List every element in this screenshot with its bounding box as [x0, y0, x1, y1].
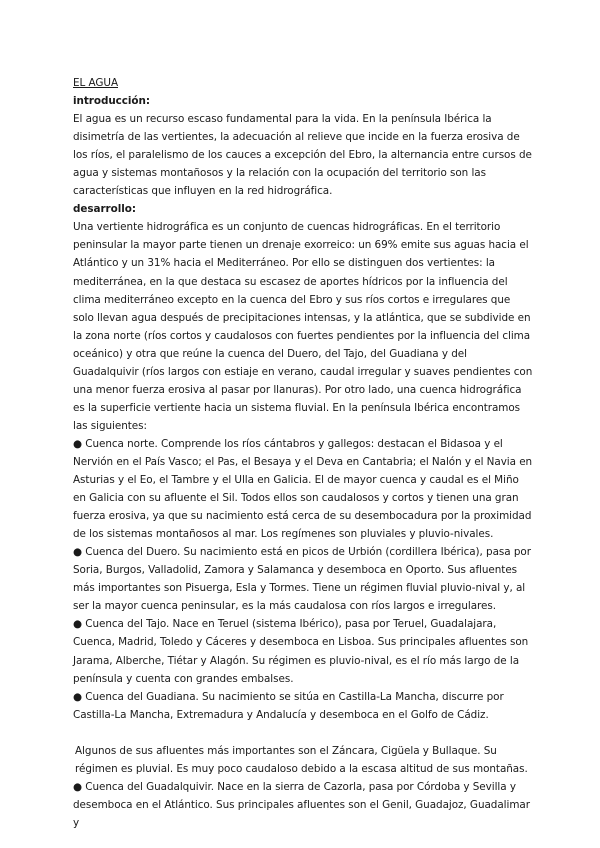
paragraph-gap	[73, 724, 533, 742]
guadiana-continuation: Algunos de sus afluentes más importantes son el Záncara, Cigüela y Bullaque. Su régimen es pluvial. Es muy poco caudaloso debido a la escasa altitud de sus montañas.	[75, 744, 528, 775]
bullet-cuenca-norte: ● Cuenca norte. Comprende los ríos cántabros y gallegos: destacan el Bidasoa y el Nervión en el País Vasco; el Pas, el Besaya y el Deva en Cantabria; el Nalón y el Navia en Asturias y el Eo, el Tambre y el Ulla en Galicia. El de mayor cuenca y caudal es el Miño en Galicia con su afluente el Sil. Todos ellos son caudalosos y cortos y tienen una gran fuerza erosiva, ya que su nacimiento está cerca de su desembocadura por la proximidad de los sistemas montañosos al mar. Los regímenes son pluviales y pluvio-nivales.	[73, 437, 533, 541]
document-title: EL AGUA	[73, 77, 118, 89]
document-body	[73, 74, 533, 832]
bullet-cuenca-guadalquivir: ● Cuenca del Guadalquivir. Nace en la sierra de Cazorla, pasa por Córdoba y Sevilla y desemboca en el Atlántico. Sus principales afluentes son el Genil, Guadajoz, Guadalimar y	[73, 780, 530, 829]
intro-heading: introducción:	[73, 95, 150, 108]
development-paragraph: Una vertiente hidrográfica es un conjunto de cuencas hidrográficas. En el territorio peninsular la mayor parte tienen un drenaje exorreico: un 69% emite sus aguas hacia el Atlántico y un 31% hacia el Mediterráneo. Por ello se distinguen dos vertientes: la mediterránea, en la que destaca su escasez de aportes hídricos por la influencia del clima mediterráneo excepto en la cuenca del Ebro y sus ríos cortos e irregulares que solo llevan agua después de precipitaciones intensas, y la atlántica, que se subdivide en la zona norte (ríos cortos y caudalosos con fuertes pendientes por la influencia del clima oceánico) y otra que reúne la cuenca del Duero, del Tajo, del Guadiana y del Guadalquivir (ríos largos con estiaje en verano, caudal irregular y suaves pendientes con una menor fuerza erosiva al pasar por llanuras). Por otro lado, una cuenca hidrográfica es la superficie vertiente hacia un sistema fluvial. En la península Ibérica encontramos las siguientes:	[73, 221, 533, 432]
development-heading: desarrollo:	[73, 203, 136, 216]
bullet-cuenca-duero: ● Cuenca del Duero. Su nacimiento está en picos de Urbión (cordillera Ibérica), pasa por Soria, Burgos, Valladolid, Zamora y Salamanca y desemboca en Oporto. Sus afluentes más importantes son Pisuerga, Esla y Tormes. Tiene un régimen fluvial pluvio-nival y, al ser la mayor cuenca peninsular, es la más caudalosa con ríos largos e irregulares.	[73, 546, 531, 613]
bullet-cuenca-tajo: ● Cuenca del Tajo. Nace en Teruel (sistema Ibérico), pasa por Teruel, Guadalajara, Cuenca, Madrid, Toledo y Cáceres y desemboca en Lisboa. Sus principales afluentes son Jarama, Alberche, Tiétar y Alagón. Su régimen es pluvio-nival, es el río más largo de la península y cuenta con grandes embalses.	[73, 618, 529, 685]
bullet-cuenca-guadiana: ● Cuenca del Guadiana. Su nacimiento se sitúa en Castilla-La Mancha, discurre por Castilla-La Mancha, Extremadura y Andalucía y desemboca en el Golfo de Cádiz.	[73, 690, 504, 721]
intro-paragraph: El agua es un recurso escaso fundamental para la vida. En la península Ibérica la disimetría de las vertientes, la adecuación al relieve que incide en la fuerza erosiva de los ríos, el paralelismo de los cauces a excepción del Ebro, la alternancia entre cursos de agua y sistemas montañosos y la relación con la ocupación del territorio son las características que influyen en la red hidrográfica.	[73, 113, 532, 198]
